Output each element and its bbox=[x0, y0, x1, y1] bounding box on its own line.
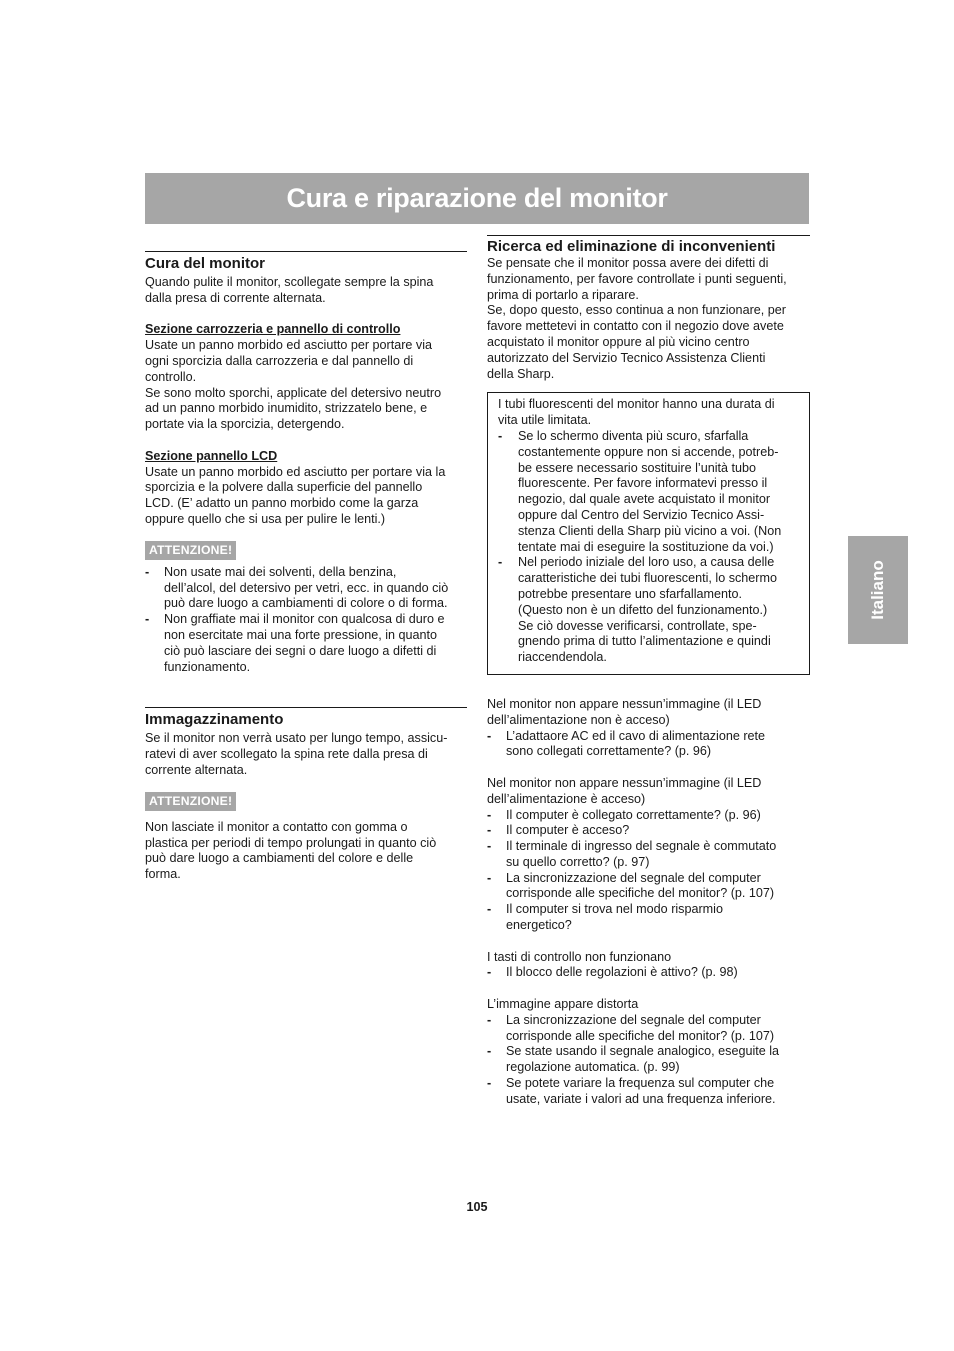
list-item: - Non graffiate mai il monitor con qualcosa di duro e non esercitate mai una forte pressione, in quanto ciò può lasciare dei segni o dare luogo a difetti di funzionamento. bbox=[145, 612, 467, 675]
list-item: - Nel periodo iniziale del loro uso, a causa delle caratteristiche dei tubi fluorescenti, lo schermo potrebbe presentare uno sfarfallamento. (Questo non è un difetto del funzionamento.) Se ciò dovesse verificarsi, controllate, spe- gnendo prima di tutto l’alimentazione e quindi riaccendendola. bbox=[498, 555, 799, 666]
box-list bbox=[498, 429, 799, 666]
list-item: - Non usate mai dei solventi, della benzina, dell’alcol, del detersivo per vetri, ecc. in quando ciò può dare luogo a cambiamenti di colore o di forma. bbox=[145, 565, 467, 612]
list-item: - Se state usando il segnale analogico, eseguite la regolazione automatica. (p. 99) bbox=[487, 1044, 810, 1076]
list-item: - Se lo schermo diventa più scuro, sfarfalla costantemente oppure non si accende, potreb- be essere necessario sostituire l’unità tubo fluorescente. Per favore informatevi presso il negozio, dal quale avete acquistato il monitor oppure dal Centro del Servizio Tecnico Assi- stenza Clienti della Sharp più vicino a voi. (Non tentate mai di eseguire la sostituzione da voi.) bbox=[498, 429, 799, 555]
title-bar bbox=[145, 173, 809, 224]
troubleshooting-intro: Se pensate che il monitor possa avere dei difetti di funzionamento, per favore controllate i punti seguenti, prima di portarlo a riparare. Se, dopo questo, esso continua a non funzionare, per favore mettetevi in contatto con il negozio dove avete acquistato il monitor oppure al più vicino centro autorizzato del Servizio Tecnico Assistenza Clienti della Sharp. bbox=[487, 256, 787, 381]
care-intro: Quando pulite il monitor, scollegate sempre la spina dalla presa di corrente alternata. bbox=[145, 275, 434, 305]
list-item: - Se potete variare la frequenza sul computer che usate, variate i valori ad una frequenza inferiore. bbox=[487, 1076, 810, 1108]
language-side-tab bbox=[848, 536, 908, 644]
care-warning-list bbox=[145, 565, 467, 676]
list-item: - Il computer è acceso? bbox=[487, 823, 810, 839]
list-item: - Il blocco delle regolazioni è attivo? (p. 98) bbox=[487, 965, 810, 981]
list-item: - Il terminale di ingresso del segnale è commutato su quello corretto? (p. 97) bbox=[487, 839, 810, 871]
problem-title: Nel monitor non appare nessun’immagine (il LED dell’alimentazione è acceso) bbox=[487, 775, 762, 806]
language-label: Italiano bbox=[867, 560, 887, 620]
problem-checklist bbox=[487, 1013, 810, 1108]
care-heading: Cura del monitor bbox=[145, 255, 266, 272]
box-intro: I tubi fluorescenti del monitor hanno una durata di vita utile limitata. bbox=[498, 397, 775, 428]
section-rule bbox=[487, 235, 810, 236]
storage-intro: Se il monitor non verrà usato per lungo tempo, assicu- ratevi di aver scollegato la spina rete dalla presa di corrente alternata. bbox=[145, 731, 448, 777]
problem-image-distorted bbox=[487, 997, 810, 1108]
problem-title: Nel monitor non appare nessun’immagine (il LED dell’alimentazione non è acceso) bbox=[487, 696, 762, 727]
problem-checklist bbox=[487, 729, 810, 761]
troubleshooting-heading: Ricerca ed eliminazione di inconvenienti bbox=[487, 238, 776, 255]
list-item: - Il computer è collegato correttamente? (p. 96) bbox=[487, 808, 810, 824]
problem-checklist bbox=[487, 965, 810, 981]
list-item: - L’adattaore AC ed il cavo di alimentazione rete sono collegati correttamente? (p. 96) bbox=[487, 729, 810, 761]
storage-heading: Immagazzinamento bbox=[145, 711, 284, 729]
section-rule bbox=[145, 251, 467, 252]
page-title: Cura e riparazione del monitor bbox=[286, 183, 668, 213]
lcd-panel-text: Usate un panno morbido ed asciutto per portare via la sporcizia e la polvere dalla superficie del pannello LCD. (E’ adatto un panno morbido come la garza oppure quello che si usa per pulire le lenti.) bbox=[145, 464, 446, 526]
list-item: - La sincronizzazione del segnale del computer corrisponde alle specifiche del monitor? (p. 107) bbox=[487, 1013, 810, 1045]
page-number: 105 bbox=[466, 1200, 488, 1214]
problem-title: L’immagine appare distorta bbox=[487, 997, 639, 1012]
right-column bbox=[487, 235, 810, 1108]
problem-no-image-led-off bbox=[487, 697, 810, 760]
problem-controls-not-working bbox=[487, 950, 810, 982]
warning-badge: ATTENZIONE! bbox=[145, 541, 236, 560]
warning-badge: ATTENZIONE! bbox=[145, 792, 236, 811]
problem-no-image-led-on bbox=[487, 776, 810, 934]
body-panel-subheading: Sezione carrozzeria e pannello di controllo bbox=[145, 322, 401, 337]
list-item: - Il computer si trova nel modo risparmio energetico? bbox=[487, 902, 810, 934]
list-item: - La sincronizzazione del segnale del computer corrisponde alle specifiche del monitor? (p. 107) bbox=[487, 871, 810, 903]
problem-title: I tasti di controllo non funzionano bbox=[487, 949, 672, 964]
fluorescent-tube-note-box bbox=[487, 392, 810, 675]
section-rule bbox=[145, 707, 467, 708]
lcd-panel-subheading: Sezione pannello LCD bbox=[145, 448, 278, 463]
storage-warning-text: Non lasciate il monitor a contatto con gomma o plastica per periodi di tempo prolungati in quanto ciò può dare luogo a cambiamenti del colore e delle forma. bbox=[145, 819, 437, 882]
body-panel-text: Usate un panno morbido ed asciutto per portare via ogni sporcizia dalla carrozzeria e dal pannello di controllo. Se sono molto sporchi, applicate del detersivo neutro ad un panno morbido inumidito, strizzatelo bene, e portate via la sporcizia, detergendo. bbox=[145, 338, 442, 432]
problem-checklist bbox=[487, 808, 810, 934]
left-column bbox=[145, 251, 467, 883]
